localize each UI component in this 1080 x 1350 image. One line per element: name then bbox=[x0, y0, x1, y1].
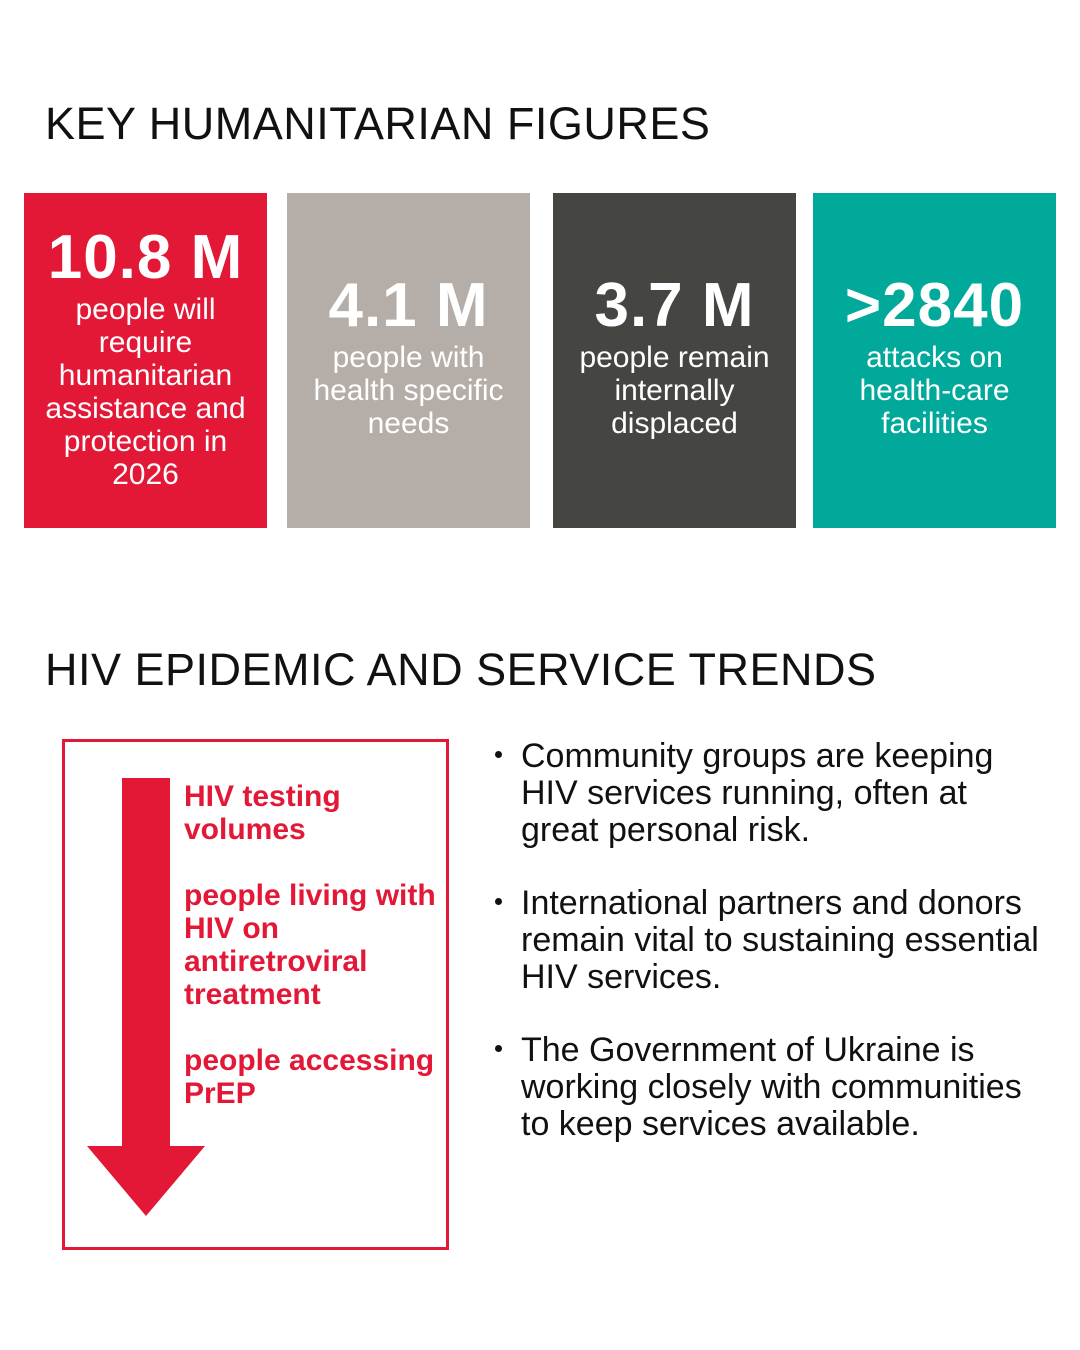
figure-card-health-needs bbox=[287, 193, 530, 528]
bullet-text: Community groups are keeping HIV services running, often at great personal risk. bbox=[521, 737, 994, 849]
figure-value: 3.7 M bbox=[594, 271, 755, 340]
figure-value: >2840 bbox=[844, 271, 1025, 340]
bullet-icon bbox=[495, 751, 502, 758]
figure-card-people-in-need bbox=[24, 193, 267, 528]
bullet-icon bbox=[495, 898, 502, 905]
figure-description: people will require humanitarian assistance and protection in 2026 bbox=[45, 293, 246, 491]
hiv-trends-title: HIV EPIDEMIC AND SERVICE TRENDS bbox=[45, 644, 877, 695]
trend-item-prep: people accessing PrEP bbox=[184, 1044, 435, 1110]
figure-description: people remain internally displaced bbox=[579, 341, 770, 440]
figure-value: 4.1 M bbox=[328, 271, 489, 340]
figure-description: attacks on health-care facilities bbox=[859, 341, 1010, 440]
key-figures-title: KEY HUMANITARIAN FIGURES bbox=[45, 98, 711, 149]
list-item bbox=[492, 885, 1052, 996]
bullet-text: International partners and donors remain vital to sustaining essential HIV services. bbox=[521, 884, 1039, 996]
declining-trends-box bbox=[62, 739, 449, 1250]
figure-card-attacks bbox=[813, 193, 1056, 528]
figure-value: 10.8 M bbox=[47, 223, 244, 292]
bullet-icon bbox=[495, 1045, 502, 1052]
list-item bbox=[492, 738, 1052, 849]
figure-description: people with health specific needs bbox=[313, 341, 504, 440]
declining-trends-list bbox=[184, 780, 444, 1143]
key-messages-list bbox=[492, 738, 1052, 1179]
figure-card-displaced bbox=[553, 193, 796, 528]
trend-item-art: people living with HIV on antiretroviral treatment bbox=[184, 879, 436, 1011]
bullet-text: The Government of Ukraine is working closely with communities to keep services available. bbox=[521, 1031, 1022, 1143]
list-item bbox=[492, 1032, 1052, 1143]
trend-item-testing: HIV testing volumes bbox=[184, 780, 341, 846]
